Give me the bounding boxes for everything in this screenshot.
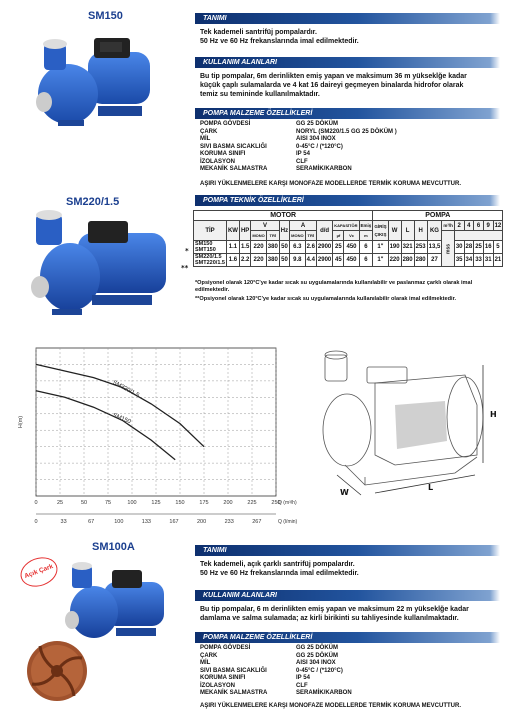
sm100a-usage: Bu tip pompalar, 6 m derinlikten emiş yapan ve maksimum 22 m yükseklğe kadar damlama ve salma sulamada; az kirli birikinti su tahliyesinde kullanılmaktadır. [200, 606, 469, 622]
model-title-sm220: SM220/1.5 [66, 196, 120, 208]
th-emis: Emiş [359, 221, 373, 231]
chart-x-tick: 150 [175, 500, 185, 506]
chart-x-tick: 50 [80, 500, 88, 506]
sm150-description: Tek kademeli santrifüj pompalardır. 50 Hz ve 60 Hz frekanslarında imal edilmektedir. [200, 29, 359, 45]
chart-x2-tick: 233 [224, 519, 234, 525]
th-kg: KG [427, 221, 442, 241]
chart-x-tick: 75 [104, 500, 112, 506]
sm150-warning: AŞIRI YÜKLENMELERE KARŞI MONOFAZE MODELLERDE TERMİK KORUMA MEVCUTTUR. [200, 181, 462, 187]
th-w: W [388, 221, 401, 241]
th-giris: GİRİŞ ÇIKIŞ [373, 221, 388, 241]
th-dd: d/d [316, 221, 332, 241]
chart-x-tick: 0 [34, 500, 38, 506]
chart-x-unit: Q (m³/h) [278, 500, 297, 506]
th-a: A [290, 221, 317, 231]
performance-chart [10, 340, 300, 535]
pump-photo-sm220 [22, 205, 172, 325]
table-motor-header: MOTOR [194, 211, 373, 221]
sm100a-material-specs: POMPA GÖVDESİ GG 25 DÖKÜM ÇARK GG 25 DÖKÜM MİL AISI 304 INOX SIVI BASMA SICAKLIĞI 0-45°C / (*120°C) KORUMA SINIFI IP 54 İZOLASYON CLF MEKANİK SALMASTRA SERAMİK/KARBON [200, 645, 352, 696]
th-q9: 9 [483, 221, 493, 231]
chart-series-label: SM220/1.5 [111, 379, 140, 399]
sm100a-description: Tek kademeli, açık çarklı santrifüj pompalardır. 50 Hz ve 60 Hz frekanslarında imal edilmektedir. [200, 561, 359, 577]
chart-x2-tick: 67 [88, 519, 95, 525]
th-hp: HP [239, 221, 250, 241]
chart-series-line [36, 364, 204, 446]
th-a-mono: MONO [290, 231, 305, 241]
th-v-tri: TRİ [266, 231, 279, 241]
sm150-usage: Bu tip pompalar, 6m derinlikten emiş yapan ve maksimum 36 m yükseklğe kadar küçük çaplı sulamalarda ve 4 kat 16 daireyi geçmeyen binalarda hidrofor olarak temiz su temininde kullanılmaktadır. [200, 73, 467, 98]
chart-x-tick: 25 [56, 500, 64, 506]
th-cap-uf: µf [333, 231, 344, 241]
th-emis-m: m [359, 231, 373, 241]
table-row: SM150 SMT150 1.1 1.5 220 380 50 6.3 2.6 2900 25 450 6 1" 190 321 253 13,5 30 28 25 16 5 [194, 241, 503, 254]
pump-photo-sm100a [60, 560, 170, 645]
impeller-photo [22, 636, 92, 706]
chart-x2-tick: 0 [34, 519, 38, 525]
chart-x2-tick: 100 [114, 519, 124, 525]
pump-photo-sm150 [28, 22, 156, 142]
chart-x2-unit: Q (l/min) [278, 519, 298, 525]
th-m3h: m³/h [442, 221, 455, 231]
chart-x2-tick: 200 [197, 519, 207, 525]
chart-x2-tick: 133 [141, 519, 151, 525]
section-band-kullanim-2: KULLANIM ALANLARI [195, 590, 490, 601]
table-note-1: *Opsiyonel olarak 120°C'ye kadar sıcak su uygulamalarında kullanılabilir ve paslanmaz çarklı olarak imal edilmektedir. [195, 280, 473, 293]
chart-x-tick: 100 [127, 500, 137, 506]
chart-y-label: H(m) [18, 415, 24, 429]
th-hz: Hz [279, 221, 289, 241]
sm150-material-specs: POMPA GÖVDESİ GG 25 DÖKÜM ÇARK NORYL (SM220/1.5 GG 25 DÖKÜM ) MİL AISI 304 INOX SIVI BASMA SICAKLIĞI 0-45°C / (*120°C) KORUMA SINIFI IP 54 İZOLASYON CLF MEKANİK SALMASTRA SERAMİK/KARBON [200, 121, 397, 172]
model-title-sm150: SM150 [88, 10, 123, 22]
dim-w-label: W [340, 488, 349, 497]
chart-x-tick: 250 [271, 500, 281, 506]
section-band-tanimi-2: TANIMI [195, 545, 490, 556]
dimension-drawing [305, 345, 505, 510]
row-star-1: * [185, 247, 189, 255]
model-title-sm100a: SM100A [92, 541, 135, 553]
th-a-tri: TRİ [305, 231, 316, 241]
dim-h-label: H [490, 410, 497, 419]
chart-x2-tick: 167 [169, 519, 179, 525]
th-q12: 12 [494, 222, 502, 229]
section-band-teknik: POMPA TEKNİK ÖZELLİKLERİ [195, 195, 490, 206]
chart-x-tick: 125 [151, 500, 161, 506]
section-band-tanimi-1: TANIMI [195, 13, 490, 24]
th-kw: KW [226, 221, 239, 241]
section-band-kullanim-1: KULLANIM ALANLARI [195, 57, 490, 68]
th-mss: mss [442, 231, 455, 267]
table-pompa-header: POMPA [373, 211, 503, 221]
technical-table [193, 210, 503, 267]
chart-x2-tick: 33 [60, 519, 67, 525]
th-q2: 2 [454, 221, 464, 231]
section-band-malzeme-1: POMPA MALZEME ÖZELLİKLERİ [195, 108, 490, 119]
sm100a-warning: AŞIRI YÜKLENMELERE KARŞI MONOFAZE MODELLERDE TERMİK KORUMA MEVCUTTUR. [200, 703, 462, 709]
open-impeller-badge: Açık Çark [16, 552, 61, 591]
chart-x-tick: 175 [199, 500, 209, 506]
chart-series-line [36, 391, 175, 460]
chart-x-tick: 200 [223, 500, 233, 506]
table-row: SM220/1.5 SMT220/1.5 1.6 2.2 220 380 50 9.8 4.4 2900 45 450 6 1" 220 280 280 27 35 34 33 31 21 [195, 254, 502, 266]
th-l: L [401, 221, 414, 241]
section-band-malzeme-2: POMPA MALZEME ÖZELLİKLERİ [195, 632, 490, 643]
th-cap-vc: Vc [344, 231, 359, 241]
th-tip: TİP [194, 221, 227, 241]
th-v-mono: MONO [251, 231, 266, 241]
th-q6: 6 [474, 221, 484, 231]
dim-l-label: L [428, 483, 434, 492]
th-v: V [251, 221, 279, 231]
chart-x2-tick: 267 [252, 519, 262, 525]
th-h: H [414, 221, 427, 241]
chart-x-tick: 225 [247, 500, 257, 506]
table-note-2: **Opsiyonel olarak 120°C'ye kadar sıcak su uygulamalarında kullanılabilir olarak imal edilmektedir. [195, 296, 456, 302]
chart-series-label: SM150 [111, 412, 132, 426]
th-q4: 4 [464, 221, 474, 231]
th-kapasitor: KAPASİTÖR [333, 221, 359, 231]
row-star-2: ** [181, 264, 189, 272]
